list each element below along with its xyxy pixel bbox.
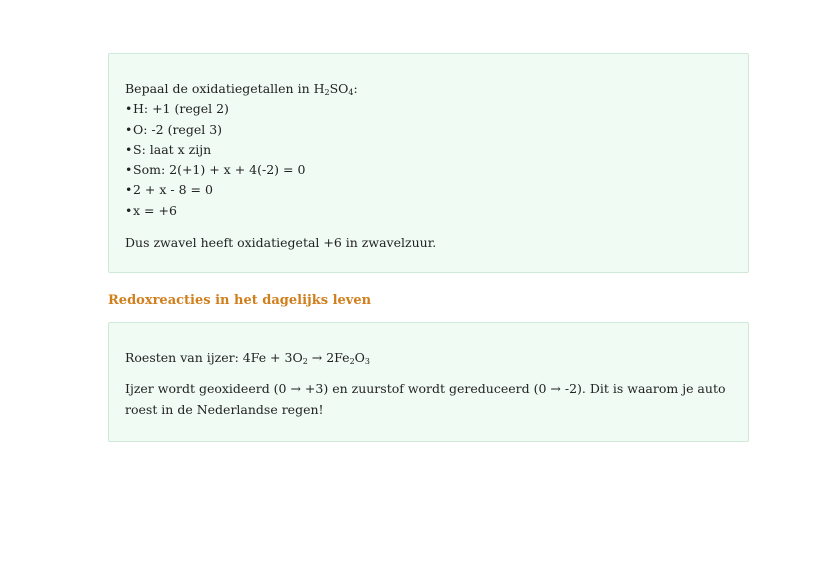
example-conclusion: Dus zwavel heeft oxidatiegetal +6 in zwavelzuur. — [125, 235, 437, 251]
rust-equation — [125, 348, 732, 368]
list-item-text: S: laat x zijn — [133, 141, 212, 157]
intro-text: SO — [329, 81, 349, 96]
list-item-text: Som: 2(+1) + x + 4(-2) = 0 — [133, 162, 306, 178]
list-item-text: H: +1 (regel 2) — [133, 101, 229, 117]
rust-explanation: Ijzer wordt geoxideerd (0 → +3) en zuurstof wordt gereduceerd (0 → -2). Dit is waarom je auto roest in de Nederlandse regen! — [125, 381, 726, 417]
equation-text: O — [354, 350, 365, 365]
equation-text: Roesten van ijzer: 4Fe + 3O — [125, 350, 303, 365]
list-item — [125, 180, 732, 200]
bullet: • — [125, 182, 133, 198]
intro-text: Bepaal de oxidatiegetallen in H — [125, 81, 325, 96]
list-item-text: 2 + x - 8 = 0 — [133, 182, 213, 198]
list-item-text: O: -2 (regel 3) — [133, 121, 223, 137]
subscript: 2 — [324, 88, 330, 97]
subscript: 2 — [302, 357, 308, 366]
list-item — [125, 99, 732, 119]
example-intro — [125, 79, 732, 99]
oxidation-number-example-box — [108, 53, 749, 273]
section-heading: Redoxreacties in het dagelijks leven — [108, 293, 372, 308]
list-item — [125, 201, 732, 221]
subscript: 2 — [349, 357, 355, 366]
list-item-text: x = +6 — [133, 202, 177, 218]
subscript: 3 — [364, 357, 371, 366]
bullet: • — [125, 121, 133, 137]
intro-text: : — [353, 81, 358, 96]
equation-text: → 2Fe — [307, 350, 350, 365]
subscript: 4 — [348, 88, 354, 97]
bullet: • — [125, 101, 133, 117]
list-item — [125, 120, 732, 140]
bullet: • — [125, 162, 133, 178]
bullet: • — [125, 141, 133, 157]
list-item — [125, 160, 732, 180]
bullet: • — [125, 202, 133, 218]
rust-example-box — [108, 322, 749, 442]
list-item — [125, 140, 732, 160]
